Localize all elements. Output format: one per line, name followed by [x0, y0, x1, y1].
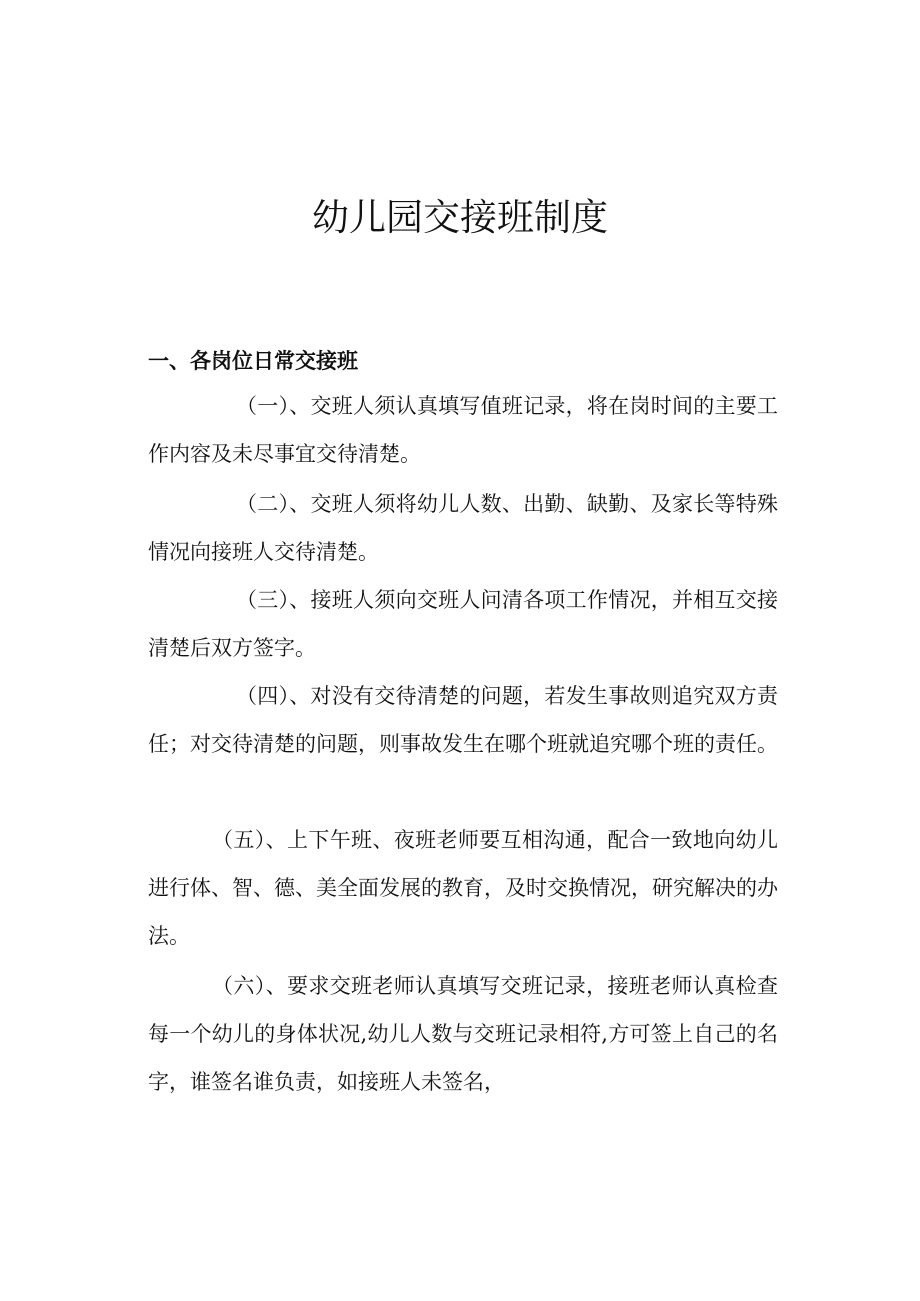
paragraph-6: （六）、要求交班老师认真填写交班记录，接班老师认真检查每一个幼儿的身体状况,幼儿人数与交班记录相符,方可签上自己的名字，谁签名谁负责，如接班人未签名，	[148, 974, 778, 1094]
paragraph-3: （三）、接班人须向交班人问清各项工作情况，并相互交接清楚后双方签字。	[148, 588, 778, 660]
paragraph-5: （五）、上下午班、夜班老师要互相沟通，配合一致地向幼儿进行体、智、德、美全面发展的教育，及时交换情况，研究解决的办法。	[148, 828, 778, 948]
paragraph-4: （四）、对没有交待清楚的问题，若发生事故则追究双方责任；对交待清楚的问题，则事故发生在哪个班就追究哪个班的责任。	[148, 684, 778, 756]
section-heading: 一、各岗位日常交接班	[148, 349, 358, 373]
document-title: 幼儿园交接班制度	[312, 196, 608, 239]
paragraph-1: （一）、交班人须认真填写值班记录，将在岗时间的主要工作内容及未尽事宜交待清楚。	[148, 394, 778, 466]
paragraph-2: （二）、交班人须将幼儿人数、出勤、缺勤、及家长等特殊情况向接班人交待清楚。	[148, 492, 778, 564]
